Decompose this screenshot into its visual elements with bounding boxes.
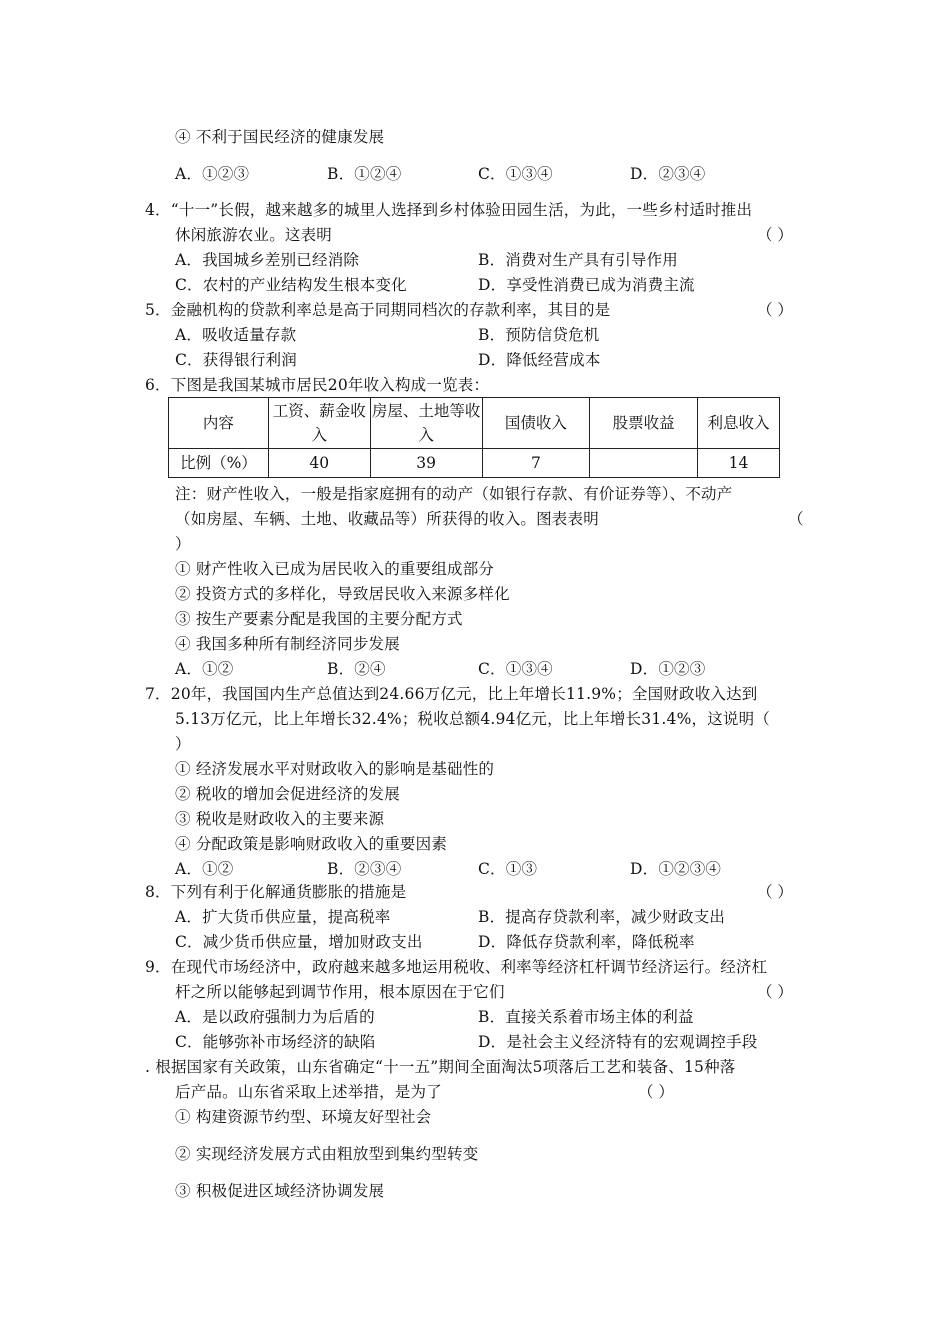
q7-stem-line3: ） xyxy=(175,735,191,753)
q8-option-c: C．减少货币供应量，增加财政支出 xyxy=(175,933,423,951)
q8-stem: 8．下列有利于化解通货膨胀的措施是 xyxy=(145,883,407,901)
q5-option-b: B．预防信贷危机 xyxy=(478,326,600,344)
q8-option-a: A．扩大货币供应量，提高税率 xyxy=(175,908,391,926)
q4-option-b: B．消费对生产具有引导作用 xyxy=(478,251,678,269)
q5-answer-blank: （ ） xyxy=(757,301,793,319)
q6-option-c: C．①③④ xyxy=(478,660,553,678)
q6-answer-blank-open: （ xyxy=(788,510,804,528)
table-header-cell: 利息收入 xyxy=(698,398,780,449)
q4-stem-line1: 4．“十一”长假，越来越多的城里人选择到乡村体验田园生活，为此，一些乡村适时推出 xyxy=(145,201,753,219)
q9-option-b: B．直接关系着市场主体的利益 xyxy=(478,1008,694,1026)
table-header-cell: 国债收入 xyxy=(482,398,590,449)
q9-answer-blank: （ ） xyxy=(757,983,793,1001)
q6-statement-3: ③ 按生产要素分配是我国的主要分配方式 xyxy=(175,610,463,628)
table-header-cell: 股票收益 xyxy=(590,398,698,449)
q3-option-d: D．②③④ xyxy=(630,165,706,183)
q6-stem: 6．下图是我国某城市居民20年收入构成一览表： xyxy=(145,376,490,394)
q7-statement-1: ① 经济发展水平对财政收入的影响是基础性的 xyxy=(175,760,495,778)
q5-option-d: D．降低经营成本 xyxy=(478,351,601,369)
q4-option-c: C．农村的产业结构发生根本变化 xyxy=(175,276,407,294)
q3-option-a: A．①②③ xyxy=(175,165,250,183)
q3-statement-4: ④ 不利于国民经济的健康发展 xyxy=(175,128,385,146)
q4-option-a: A．我国城乡差别已经消除 xyxy=(175,251,360,269)
q6-note-line1: 注：财产性收入，一般是指家庭拥有的动产（如银行存款、有价证券等）、不动产 xyxy=(175,485,733,503)
q6-option-b: B．②④ xyxy=(327,660,386,678)
table-header-row xyxy=(169,398,780,449)
q7-option-a: A．①② xyxy=(175,860,234,878)
income-table xyxy=(168,397,780,478)
q10-statement-3: ③ 积极促进区域经济协调发展 xyxy=(175,1182,385,1200)
q6-statement-1: ① 财产性收入已成为居民收入的重要组成部分 xyxy=(175,560,495,578)
table-header-cell: 房屋、土地等收入 xyxy=(370,398,482,449)
q10-stem-line1: . 根据国家有关政策，山东省确定“十一五”期间全面淘汰5项落后工艺和装备、15种落 xyxy=(145,1058,736,1076)
q9-option-c: C．能够弥补市场经济的缺陷 xyxy=(175,1033,376,1051)
table-header-cell: 工资、薪金收入 xyxy=(268,398,370,449)
q3-option-c: C．①③④ xyxy=(478,165,553,183)
q6-note-line2: （如房屋、车辆、土地、收藏品等）所获得的收入。图表表明 xyxy=(175,510,599,528)
table-header-cell: 内容 xyxy=(169,398,269,449)
q6-statement-4: ④ 我国多种所有制经济同步发展 xyxy=(175,635,400,653)
q4-answer-blank: （ ） xyxy=(757,226,793,244)
q6-option-a: A．①② xyxy=(175,660,234,678)
q7-statement-2: ② 税收的增加会促进经济的发展 xyxy=(175,785,400,803)
table-cell: 14 xyxy=(698,449,780,478)
table-cell: 7 xyxy=(482,449,590,478)
q4-option-d: D．享受性消费已成为消费主流 xyxy=(478,276,695,294)
q5-stem: 5．金融机构的贷款利率总是高于同期同档次的存款利率，其目的是 xyxy=(145,301,611,319)
table-row xyxy=(169,449,780,478)
table-cell xyxy=(590,449,698,478)
q6-answer-blank-close: ） xyxy=(175,535,191,553)
table-row-label: 比例（%） xyxy=(169,449,269,478)
q9-stem-line2: 杆之所以能够起到调节作用，根本原因在于它们 xyxy=(175,983,505,1001)
q5-option-c: C．获得银行利润 xyxy=(175,351,297,369)
q7-statement-3: ③ 税收是财政收入的主要来源 xyxy=(175,810,385,828)
q7-stem-line1: 7．20年，我国国内生产总值达到24.66万亿元，比上年增长11.9%；全国财政收入达到 xyxy=(145,685,758,703)
q7-statement-4: ④ 分配政策是影响财政收入的重要因素 xyxy=(175,835,448,853)
q9-stem-line1: 9．在现代市场经济中，政府越来越多地运用税收、利率等经济杠杆调节经济运行。经济杠 xyxy=(145,958,768,976)
q10-stem-line2: 后产品。山东省采取上述举措，是为了 xyxy=(175,1083,442,1101)
q8-answer-blank: （ ） xyxy=(757,883,793,901)
q3-option-b: B．①②④ xyxy=(327,165,402,183)
table-cell: 40 xyxy=(268,449,370,478)
q5-option-a: A．吸收适量存款 xyxy=(175,326,297,344)
q10-statement-2: ② 实现经济发展方式由粗放型到集约型转变 xyxy=(175,1145,479,1163)
q7-option-c: C．①③ xyxy=(478,860,538,878)
q7-option-d: D．①②③④ xyxy=(630,860,722,878)
q9-option-a: A．是以政府强制力为后盾的 xyxy=(175,1008,375,1026)
table-cell: 39 xyxy=(370,449,482,478)
q7-option-b: B．②③④ xyxy=(327,860,402,878)
q4-stem-line2: 休闲旅游农业。这表明 xyxy=(175,226,333,244)
q6-option-d: D．①②③ xyxy=(630,660,706,678)
q8-option-d: D．降低存贷款利率，降低税率 xyxy=(478,933,695,951)
q7-stem-line2: 5.13万亿元，比上年增长32.4%；税收总额4.94亿元，比上年增长31.4%，这说明（ xyxy=(175,710,771,728)
q6-statement-2: ② 投资方式的多样化，导致居民收入来源多样化 xyxy=(175,585,510,603)
q8-option-b: B．提高存贷款利率，减少财政支出 xyxy=(478,908,726,926)
q9-option-d: D．是社会主义经济特有的宏观调控手段 xyxy=(478,1033,758,1051)
q10-answer-blank: （ ） xyxy=(638,1083,674,1101)
q10-statement-1: ① 构建资源节约型、环境友好型社会 xyxy=(175,1108,432,1126)
